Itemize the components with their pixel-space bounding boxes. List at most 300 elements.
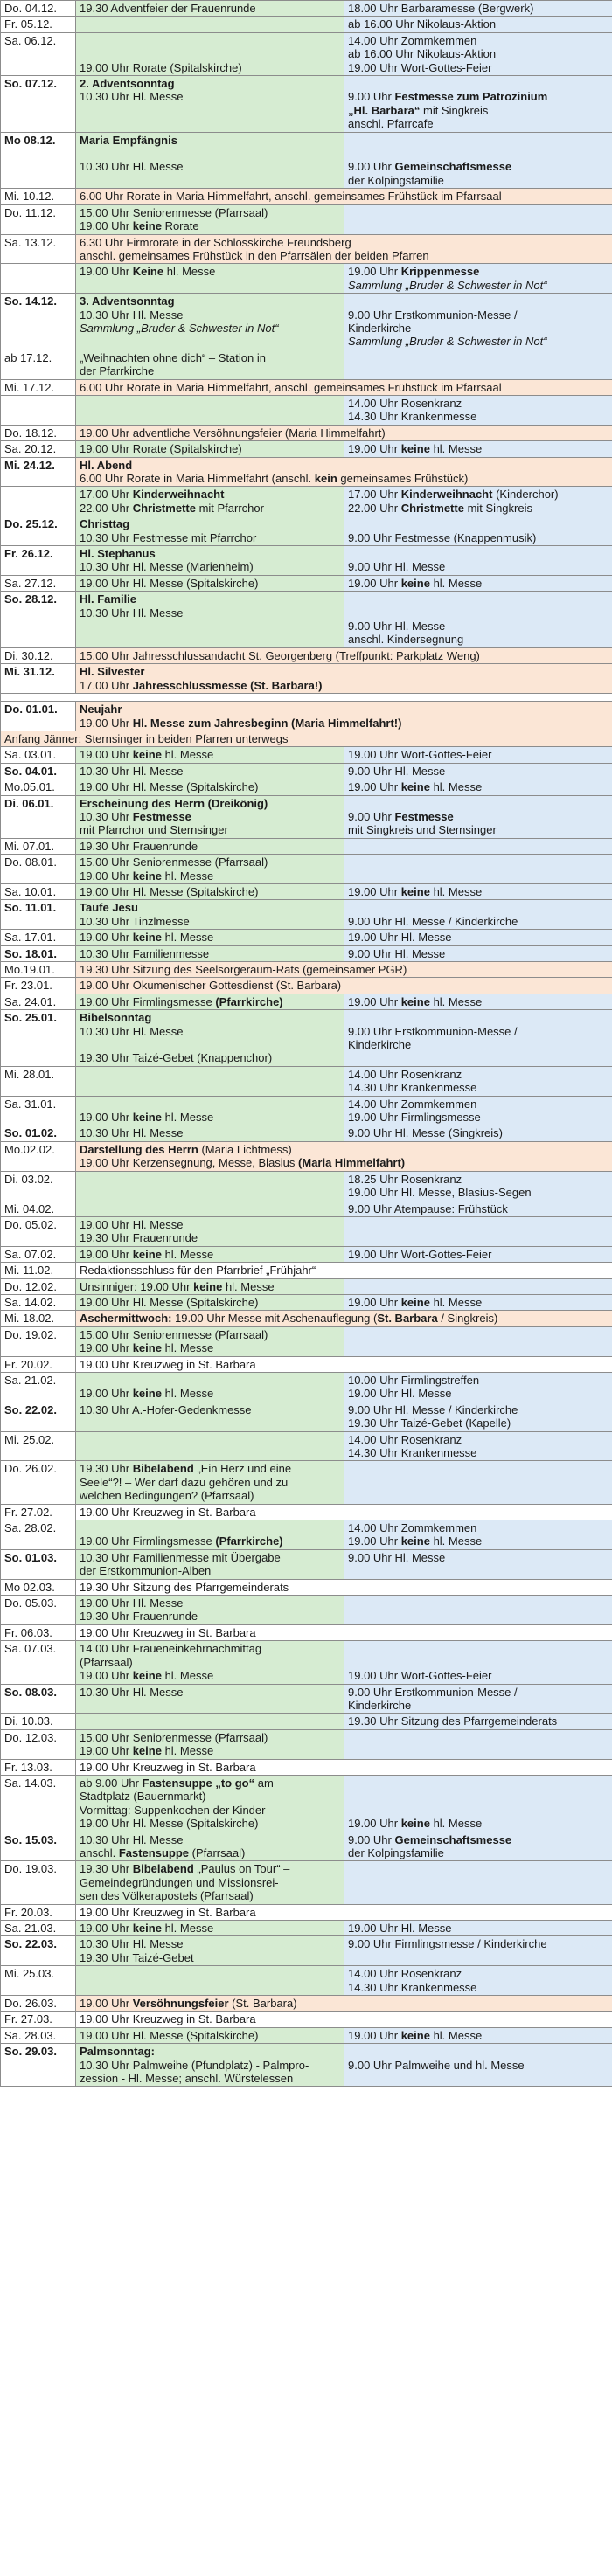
date-label: Fr. 23.01. xyxy=(4,979,52,993)
event-text: 9.00 Uhr Firmlingsmesse / Kinderkirche xyxy=(348,1937,547,1951)
date-cell xyxy=(1,1402,76,1431)
event-text: 19.00 Uhr Hl. Messe (Spitalskirche) xyxy=(80,780,259,794)
event-text: „Hl. Barbara“ mit Singkreis xyxy=(348,103,489,117)
event-text: 19.00 Uhr Kerzensegnung, Messe, Blasius (Maria Himmelfahrt) xyxy=(80,1156,406,1170)
date-label: Mi. 25.02. xyxy=(4,1432,55,1446)
event-text: Palmsonntag: xyxy=(80,2045,155,2059)
event-text xyxy=(80,1521,340,1534)
calendar-body xyxy=(1,1,612,2087)
calendar-row xyxy=(1,350,612,379)
calendar-row xyxy=(1,1759,612,1775)
date-label: Do. 18.12. xyxy=(4,426,57,440)
calendar-row xyxy=(1,883,612,899)
event-text: 9.00 Uhr Festmesse xyxy=(348,809,454,823)
event-text: 14.30 Uhr Krankenmesse xyxy=(348,410,477,424)
event-text xyxy=(348,134,609,147)
event-text: mit Pfarrchor und Sternsinger xyxy=(80,823,228,837)
date-label: Di. 10.03. xyxy=(4,1714,53,1728)
date-cell xyxy=(1,1,76,17)
parish-b-cell xyxy=(344,1402,612,1431)
event-text: 14.30 Uhr Krankenmesse xyxy=(348,1980,477,1994)
announcement-text: Anfang Jänner: Sternsinger in beiden Pfarren unterwegs xyxy=(4,731,289,745)
calendar-row xyxy=(1,1520,612,1550)
event-text: Hl. Familie xyxy=(80,592,137,606)
event-text xyxy=(348,1231,609,1244)
parish-a-cell xyxy=(76,900,344,930)
parish-a-cell xyxy=(76,1684,344,1714)
calendar-row xyxy=(1,945,612,961)
event-text xyxy=(348,1218,609,1231)
joint-event-cell xyxy=(76,1356,612,1372)
date-cell xyxy=(1,17,76,32)
event-text xyxy=(348,2072,609,2085)
parish-b-cell xyxy=(344,264,612,294)
calendar-row xyxy=(1,1125,612,1141)
calendar-row xyxy=(1,747,612,763)
date-label: Mi. 28.01. xyxy=(4,1067,55,1081)
event-text: 19.00 Uhr keine hl. Messe xyxy=(80,869,214,883)
event-text: Aschermittwoch: 19.00 Uhr Messe mit Aschenauflegung (St. Barbara / Singkreis) xyxy=(80,1312,498,1326)
event-text: 6.00 Uhr Rorate in Maria Himmelfahrt (anschl. kein gemeinsames Frühstück) xyxy=(80,472,469,485)
event-text xyxy=(348,1489,609,1502)
event-text xyxy=(80,1068,340,1081)
calendar-row xyxy=(1,1356,612,1372)
event-text: ab 16.00 Uhr Nikolaus-Aktion xyxy=(348,47,497,61)
event-text: 19.00 Uhr Hl. Messe (Spitalskirche) xyxy=(80,2028,259,2042)
calendar-row xyxy=(1,516,612,546)
event-text: 18.00 Uhr Barbaramesse (Bergwerk) xyxy=(348,2,534,15)
date-cell xyxy=(1,647,76,663)
event-text xyxy=(348,1280,609,1293)
date-label: Fr. 20.03. xyxy=(4,1905,52,1919)
calendar-row xyxy=(1,1579,612,1595)
calendar-row xyxy=(1,1861,612,1904)
event-text: 19.00 Uhr Wort-Gottes-Feier xyxy=(348,1247,492,1261)
date-label xyxy=(4,397,72,410)
event-text xyxy=(80,410,340,423)
event-text: 19.00 Uhr keine hl. Messe xyxy=(80,1922,214,1935)
event-text: 9.00 Uhr Hl. Messe / Kinderkirche xyxy=(348,1402,518,1416)
event-text: 19.00 Uhr Kreuzweg in St. Barbara xyxy=(80,1905,256,1919)
event-text: 9.00 Uhr Atempause: Frühstück xyxy=(348,1201,508,1215)
parish-b-cell xyxy=(344,294,612,350)
date-label: Sa. 17.01. xyxy=(4,931,57,945)
event-text xyxy=(348,351,609,364)
calendar-row xyxy=(1,1096,612,1125)
parish-a-cell xyxy=(76,516,344,546)
parish-a-cell xyxy=(76,994,344,1009)
calendar-row xyxy=(1,379,612,395)
event-text xyxy=(348,1790,609,1803)
joint-event-cell xyxy=(76,1504,612,1520)
date-label: So. 14.12. xyxy=(4,294,57,308)
calendar-row xyxy=(1,1402,612,1431)
event-text: 22.00 Uhr Christmette mit Singkreis xyxy=(348,501,532,515)
date-label: ab 17.12. xyxy=(4,350,52,364)
event-text: 14.00 Uhr Zommkemmen xyxy=(348,33,477,47)
event-text: mit Singkreis und Sternsinger xyxy=(348,823,497,837)
event-text: 19.00 Uhr Hl. Messe xyxy=(348,931,452,945)
event-text: der Erstkommunion-Alben xyxy=(80,1564,212,1578)
calendar-row xyxy=(1,1904,612,1920)
date-cell xyxy=(1,1936,76,1966)
event-text xyxy=(348,1011,609,1024)
event-text: 19.00 Uhr keine hl. Messe xyxy=(348,884,483,898)
event-text: 17.00 Uhr Kinderweihnacht (Kinderchor) xyxy=(348,488,559,502)
calendar-row xyxy=(1,702,612,731)
event-text: 2. Adventsonntag xyxy=(80,77,175,91)
parish-a-cell xyxy=(76,204,344,234)
date-label: Di. 06.01. xyxy=(4,796,54,810)
event-text: 6.00 Uhr Rorate in Maria Himmelfahrt, anschl. gemeinsames Frühstück im Pfarrsaal xyxy=(80,190,502,204)
calendar-row xyxy=(1,1504,612,1520)
parish-b-cell xyxy=(344,487,612,516)
event-text xyxy=(80,1433,340,1446)
date-cell xyxy=(1,763,76,779)
date-cell xyxy=(1,1904,76,1920)
event-text: sen des Völkerapostels (Pfarrsaal) xyxy=(80,1889,254,1903)
date-cell xyxy=(1,350,76,379)
calendar-row xyxy=(1,425,612,440)
event-text: 19.00 Uhr keine Rorate xyxy=(80,219,199,233)
parish-a-cell xyxy=(76,1861,344,1904)
date-label: So. 07.12. xyxy=(4,77,57,91)
event-text: 14.00 Uhr Fraueneinkehrnachmittag xyxy=(80,1642,262,1656)
date-cell xyxy=(1,1775,76,1832)
date-label xyxy=(4,265,72,278)
calendar-row xyxy=(1,294,612,350)
joint-event-cell xyxy=(76,379,612,395)
parish-a-cell xyxy=(76,1832,344,1861)
parish-b-cell xyxy=(344,795,612,838)
calendar-row xyxy=(1,994,612,1009)
parish-b-cell xyxy=(344,1641,612,1684)
date-label: So. 29.03. xyxy=(4,2045,57,2059)
event-text: 19.30 Uhr Sitzung des Pfarrgemeinderats xyxy=(348,1714,558,1728)
parish-a-cell xyxy=(76,779,344,795)
event-text: 19.30 Uhr Taizé-Gebet (Kapelle) xyxy=(348,1416,511,1430)
parish-a-cell xyxy=(76,1278,344,1294)
calendar-row xyxy=(1,204,612,234)
date-cell xyxy=(1,1096,76,1125)
calendar-row xyxy=(1,647,612,663)
calendar-row xyxy=(1,1996,612,2012)
event-text xyxy=(348,2045,609,2058)
event-text: Redaktionsschluss für den Pfarrbrief „Frühjahr“ xyxy=(80,1264,316,1278)
date-label: So. 08.03. xyxy=(4,1685,57,1699)
date-label: So. 25.01. xyxy=(4,1011,57,1025)
event-text xyxy=(80,397,340,410)
joint-event-cell xyxy=(76,1263,612,1278)
event-text: 10.30 Uhr Hl. Messe xyxy=(80,90,184,104)
calendar-row xyxy=(1,664,612,694)
event-text: 19.30 Uhr Sitzung des Pfarrgemeinderats xyxy=(80,1580,289,1594)
parish-b-cell xyxy=(344,1684,612,1714)
event-text: 19.00 Uhr keine hl. Messe xyxy=(80,1111,214,1125)
joint-event-cell xyxy=(76,189,612,204)
section-gap xyxy=(1,694,612,702)
event-text: 9.00 Uhr Hl. Messe xyxy=(348,946,446,960)
event-text xyxy=(348,1596,609,1610)
parish-b-cell xyxy=(344,1520,612,1550)
date-label: Do. 01.01. xyxy=(4,703,58,717)
event-text: der Kolpingsfamilie xyxy=(348,1845,444,1859)
parish-a-cell xyxy=(76,1729,344,1759)
event-text: 19.00 Uhr keine hl. Messe xyxy=(80,931,214,945)
parish-b-cell xyxy=(344,1125,612,1141)
date-label: Sa. 10.01. xyxy=(4,884,57,898)
date-cell xyxy=(1,1759,76,1775)
event-text: 9.00 Uhr Gemeinschaftsmesse xyxy=(348,160,512,174)
event-text: 10.30 Uhr Hl. Messe xyxy=(80,1832,184,1846)
parish-b-cell xyxy=(344,1372,612,1402)
event-text: 9.00 Uhr Erstkommunion-Messe / xyxy=(348,1685,518,1699)
parish-b-cell xyxy=(344,350,612,379)
calendar-row xyxy=(1,1201,612,1216)
event-text: 19.00 Uhr Hl. Messe xyxy=(80,1217,184,1231)
date-label: Mo 08.12. xyxy=(4,133,56,147)
event-text: 10.30 Uhr Hl. Messe xyxy=(80,606,184,620)
date-cell xyxy=(1,1216,76,1246)
date-label: Mi. 04.02. xyxy=(4,1201,55,1215)
event-text: 10.30 Uhr Familienmesse mit Übergabe xyxy=(80,1550,281,1564)
calendar-row xyxy=(1,1294,612,1310)
date-label: Do. 26.03. xyxy=(4,1997,57,2011)
date-cell xyxy=(1,1729,76,1759)
event-text: 9.00 Uhr Hl. Messe xyxy=(348,560,446,574)
date-cell xyxy=(1,1201,76,1216)
calendar-row xyxy=(1,1278,612,1294)
event-text xyxy=(348,1876,609,1889)
event-text: 19.00 Uhr Firmlingsmesse (Pfarrkirche) xyxy=(80,994,283,1008)
date-label: So. 28.12. xyxy=(4,592,57,606)
joint-event-cell xyxy=(76,702,612,731)
event-text: 14.00 Uhr Rosenkranz xyxy=(348,1067,462,1081)
date-cell xyxy=(1,516,76,546)
date-label: Sa. 20.12. xyxy=(4,442,57,456)
parish-a-cell xyxy=(76,1216,344,1246)
calendar-row xyxy=(1,1431,612,1461)
date-label: Sa. 21.02. xyxy=(4,1373,57,1387)
event-text: 10.30 Uhr Hl. Messe xyxy=(80,1024,184,1038)
event-text: Sammlung „Bruder & Schwester in Not“ xyxy=(348,335,547,349)
date-cell xyxy=(1,487,76,516)
event-text: 14.30 Uhr Krankenmesse xyxy=(348,1446,477,1459)
event-text: 19.00 Uhr adventliche Versöhnungsfeier (Maria Himmelfahrt) xyxy=(80,426,386,440)
date-label: Sa. 06.12. xyxy=(4,33,57,47)
date-label: Fr. 13.03. xyxy=(4,1760,52,1774)
parish-a-cell xyxy=(76,1125,344,1141)
event-text xyxy=(80,620,340,633)
calendar-row xyxy=(1,395,612,425)
calendar-row xyxy=(1,1775,612,1832)
calendar-row xyxy=(1,1216,612,1246)
date-cell xyxy=(1,575,76,591)
date-label: So. 15.03. xyxy=(4,1832,57,1846)
parish-b-cell xyxy=(344,1326,612,1356)
calendar-row xyxy=(1,1596,612,1625)
parish-b-cell xyxy=(344,900,612,930)
event-text: ab 9.00 Uhr Fastensuppe „to go“ am xyxy=(80,1776,274,1790)
date-label: Fr. 27.03. xyxy=(4,2012,52,2026)
parish-a-cell xyxy=(76,763,344,779)
parish-a-cell xyxy=(76,1461,344,1504)
event-text: 10.00 Uhr Firmlingstreffen xyxy=(348,1373,480,1387)
date-label: Mi. 24.12. xyxy=(4,458,55,472)
calendar-row xyxy=(1,1263,612,1278)
event-text: Seele“?! – Wer darf dazu gehören und zu xyxy=(80,1475,289,1489)
joint-event-cell xyxy=(76,457,612,487)
event-text: Kinderkirche xyxy=(348,321,412,335)
event-text xyxy=(348,1341,609,1354)
parish-a-cell xyxy=(76,17,344,32)
event-text: 19.00 Uhr Wort-Gottes-Feier xyxy=(348,60,492,74)
parish-b-cell xyxy=(344,76,612,133)
calendar-row xyxy=(1,441,612,457)
parish-b-cell xyxy=(344,17,612,32)
date-label: Mi. 11.02. xyxy=(4,1264,54,1278)
parish-a-cell xyxy=(76,1921,344,1936)
announcement-cell xyxy=(1,731,612,746)
parish-b-cell xyxy=(344,1066,612,1096)
date-label: Sa. 13.12. xyxy=(4,235,57,249)
event-text: 22.00 Uhr Christmette mit Pfarrchor xyxy=(80,501,264,515)
date-cell xyxy=(1,962,76,978)
parish-b-cell xyxy=(344,747,612,763)
parish-b-cell xyxy=(344,592,612,648)
date-cell xyxy=(1,1996,76,2012)
event-text: 19.30 Uhr Frauenrunde xyxy=(80,1610,198,1624)
parish-b-cell xyxy=(344,1729,612,1759)
event-text xyxy=(348,869,609,883)
event-text: 9.00 Uhr Hl. Messe xyxy=(348,764,446,778)
event-text xyxy=(80,1374,340,1387)
joint-event-cell xyxy=(76,234,612,264)
event-text: 14.30 Uhr Krankenmesse xyxy=(348,1081,477,1095)
date-cell xyxy=(1,994,76,1009)
parish-b-cell xyxy=(344,945,612,961)
date-label: Do. 19.03. xyxy=(4,1862,57,1876)
date-label: Sa. 24.01. xyxy=(4,994,57,1008)
event-text: 9.00 Uhr Hl. Messe (Singkreis) xyxy=(348,1126,503,1140)
date-cell xyxy=(1,1461,76,1504)
date-cell xyxy=(1,204,76,234)
parish-a-cell xyxy=(76,1372,344,1402)
calendar-row xyxy=(1,457,612,487)
event-text: 19.00 Uhr Hl. Messe, Blasius-Segen xyxy=(348,1186,532,1200)
event-text: 19.30 Uhr Taizé-Gebet xyxy=(80,1950,194,1964)
event-text: 10.30 Uhr Familienmesse xyxy=(80,946,210,960)
event-text: Erscheinung des Herrn (Dreikönig) xyxy=(80,796,268,810)
event-text: 19.00 Uhr Hl. Messe xyxy=(348,1922,452,1935)
calendar-row xyxy=(1,1010,612,1067)
date-cell xyxy=(1,1372,76,1402)
date-cell xyxy=(1,592,76,648)
date-cell xyxy=(1,1921,76,1936)
event-text: 9.00 Uhr Festmesse (Knappenmusik) xyxy=(348,530,537,544)
event-text: Unsinniger: 19.00 Uhr keine hl. Messe xyxy=(80,1279,275,1293)
calendar-row xyxy=(1,132,612,189)
parish-a-cell xyxy=(76,1246,344,1262)
parish-b-cell xyxy=(344,395,612,425)
event-text xyxy=(348,901,609,914)
event-text: anschl. Pfarrcafe xyxy=(348,117,434,131)
event-text: 19.00 Uhr Kreuzweg in St. Barbara xyxy=(80,1625,256,1639)
event-text: 10.30 Uhr Hl. Messe (Marienheim) xyxy=(80,560,254,574)
calendar-row xyxy=(1,731,612,746)
event-text: Christtag xyxy=(80,517,130,531)
date-label: Do. 12.03. xyxy=(4,1730,57,1744)
date-cell xyxy=(1,664,76,694)
event-text: Maria Empfängnis xyxy=(80,133,177,147)
parish-a-cell xyxy=(76,883,344,899)
event-text xyxy=(348,147,609,160)
parish-a-cell xyxy=(76,1294,344,1310)
date-label: Mi. 07.01. xyxy=(4,839,55,853)
parish-a-cell xyxy=(76,441,344,457)
date-label xyxy=(4,488,72,501)
calendar-row xyxy=(1,2044,612,2087)
date-label: Do. 19.02. xyxy=(4,1327,57,1341)
parish-a-cell xyxy=(76,2027,344,2043)
parish-a-cell xyxy=(76,592,344,648)
event-text xyxy=(348,797,609,810)
parish-b-cell xyxy=(344,1216,612,1246)
date-label: So. 18.01. xyxy=(4,946,57,960)
date-label: So. 04.01. xyxy=(4,764,57,778)
calendar-row xyxy=(1,1141,612,1171)
parish-a-cell xyxy=(76,1775,344,1832)
event-text xyxy=(80,1714,340,1728)
date-cell xyxy=(1,1596,76,1625)
calendar-row xyxy=(1,1461,612,1504)
date-label: Do. 26.02. xyxy=(4,1462,57,1476)
parish-b-cell xyxy=(344,546,612,576)
date-label: Mi. 18.02. xyxy=(4,1312,55,1326)
parish-b-cell xyxy=(344,1714,612,1729)
date-cell xyxy=(1,1278,76,1294)
event-text: 18.25 Uhr Rosenkranz xyxy=(348,1172,462,1186)
calendar-row xyxy=(1,838,612,854)
calendar-row xyxy=(1,1729,612,1759)
date-cell xyxy=(1,1520,76,1550)
event-text: 19.00 Uhr keine hl. Messe xyxy=(80,1247,214,1261)
event-text: 19.30 Uhr Bibelabend „Ein Herz und eine xyxy=(80,1462,292,1476)
joint-event-cell xyxy=(76,1904,612,1920)
event-text xyxy=(348,1656,609,1669)
date-label: Fr. 26.12. xyxy=(4,547,53,561)
event-text: 19.00 Uhr keine hl. Messe xyxy=(348,1817,483,1831)
date-label: So. 01.03. xyxy=(4,1550,57,1564)
event-text: 19.00 Uhr Hl. Messe (Spitalskirche) xyxy=(80,884,259,898)
calendar-row xyxy=(1,487,612,516)
event-text: 10.30 Uhr Tinzlmesse xyxy=(80,914,190,928)
calendar-row xyxy=(1,1921,612,1936)
parish-b-cell xyxy=(344,779,612,795)
calendar-row xyxy=(1,1714,612,1729)
date-label: Sa. 21.03. xyxy=(4,1922,57,1935)
event-text: 19.00 Uhr keine hl. Messe xyxy=(348,2028,483,2042)
event-text xyxy=(348,1051,609,1064)
parish-b-cell xyxy=(344,1461,612,1504)
event-text xyxy=(80,1416,340,1430)
event-text: 19.00 Uhr Kreuzweg in St. Barbara xyxy=(80,2012,256,2026)
event-text: der Kolpingsfamilie xyxy=(348,173,444,187)
event-text: 19.00 Uhr Kreuzweg in St. Barbara xyxy=(80,1357,256,1371)
parish-a-cell xyxy=(76,1966,344,1996)
event-text: Kinderkirche xyxy=(348,1698,412,1712)
joint-event-cell xyxy=(76,647,612,663)
